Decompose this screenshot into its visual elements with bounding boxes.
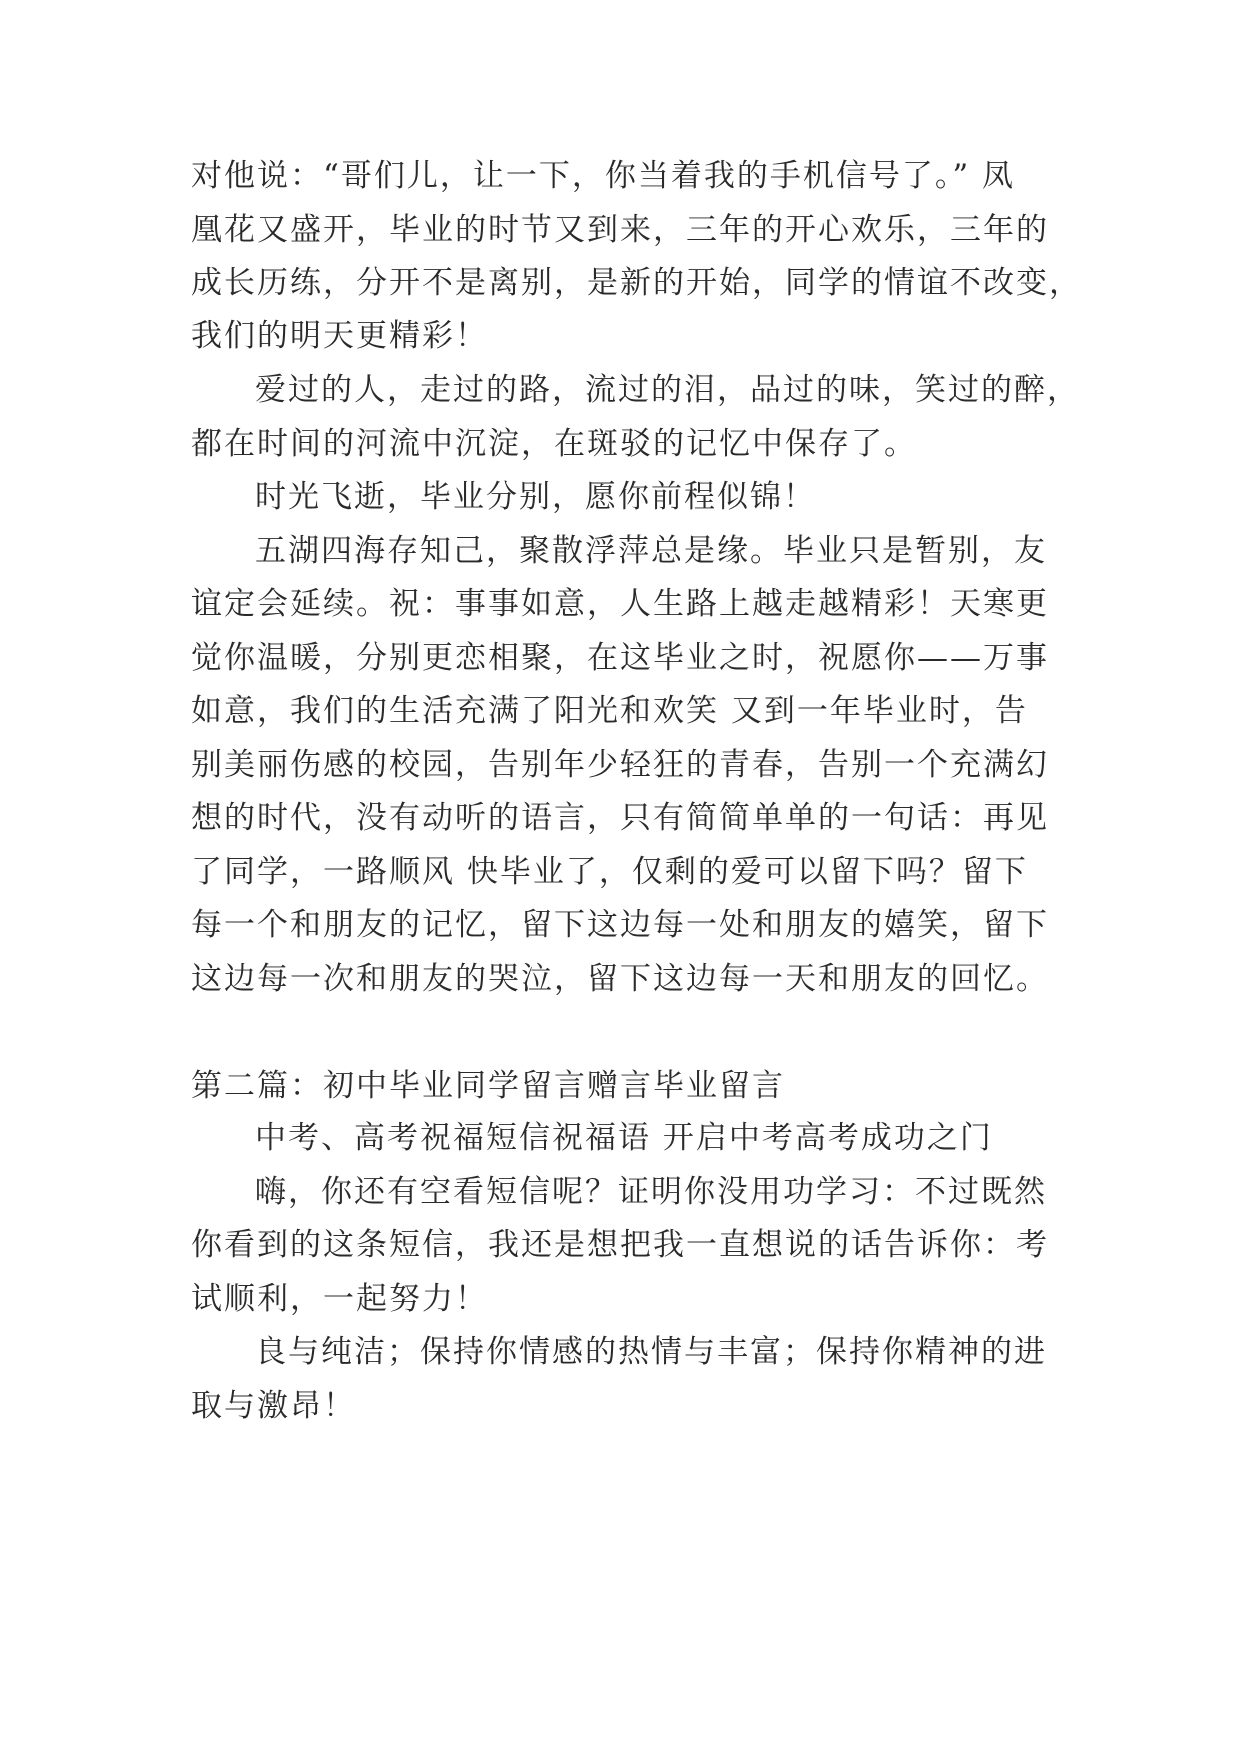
text-line: 五湖四海存知己，聚散浮萍总是缘。毕业只是暂别，友	[255, 533, 1047, 569]
text-line: 嗨，你还有空看短信呢？证明你没用功学习：不过既然	[255, 1174, 1047, 1210]
text-line: 中考、高考祝福短信祝福语 开启中考高考成功之门	[255, 1120, 993, 1156]
section-heading: 第二篇：初中毕业同学留言赠言毕业留言	[191, 1068, 785, 1104]
text-line: 觉你温暖，分别更恋相聚，在这毕业之时，祝愿你——万事	[191, 640, 1049, 676]
text-line: 对他说：“哥们儿，让一下，你当着我的手机信号了。” 凤	[191, 158, 1016, 194]
text-line: 我们的明天更精彩！	[191, 318, 488, 354]
text-line: 爱过的人，走过的路，流过的泪，品过的味，笑过的醉，	[255, 372, 1080, 408]
text-line: 如意，我们的生活充满了阳光和欢笑 又到一年毕业时，告	[191, 693, 1028, 729]
text-line: 凰花又盛开，毕业的时节又到来，三年的开心欢乐，三年的	[191, 212, 1049, 248]
text-line: 谊定会延续。祝：事事如意，人生路上越走越精彩！天寒更	[191, 586, 1049, 622]
text-line: 想的时代，没有动听的语言，只有简简单单的一句话：再见	[191, 800, 1049, 836]
text-line: 你看到的这条短信，我还是想把我一直想说的话告诉你：考	[191, 1227, 1049, 1263]
text-line: 每一个和朋友的记忆，留下这边每一处和朋友的嬉笑，留下	[191, 907, 1049, 943]
text-line: 了同学，一路顺风 快毕业了，仅剩的爱可以留下吗？留下	[191, 854, 1028, 890]
text-line: 时光飞逝，毕业分别，愿你前程似锦！	[255, 479, 816, 515]
text-line: 良与纯洁；保持你情感的热情与丰富；保持你精神的进	[255, 1334, 1047, 1370]
text-line: 成长历练，分开不是离别，是新的开始，同学的情谊不改变，	[191, 265, 1082, 301]
text-line: 都在时间的河流中沉淀，在斑驳的记忆中保存了。	[191, 426, 917, 462]
text-line: 这边每一次和朋友的哭泣，留下这边每一天和朋友的回忆。	[191, 961, 1049, 997]
text-line: 试顺利，一起努力！	[191, 1281, 488, 1317]
text-line: 取与激昂！	[191, 1388, 356, 1424]
text-line: 别美丽伤感的校园，告别年少轻狂的青春，告别一个充满幻	[191, 747, 1049, 783]
